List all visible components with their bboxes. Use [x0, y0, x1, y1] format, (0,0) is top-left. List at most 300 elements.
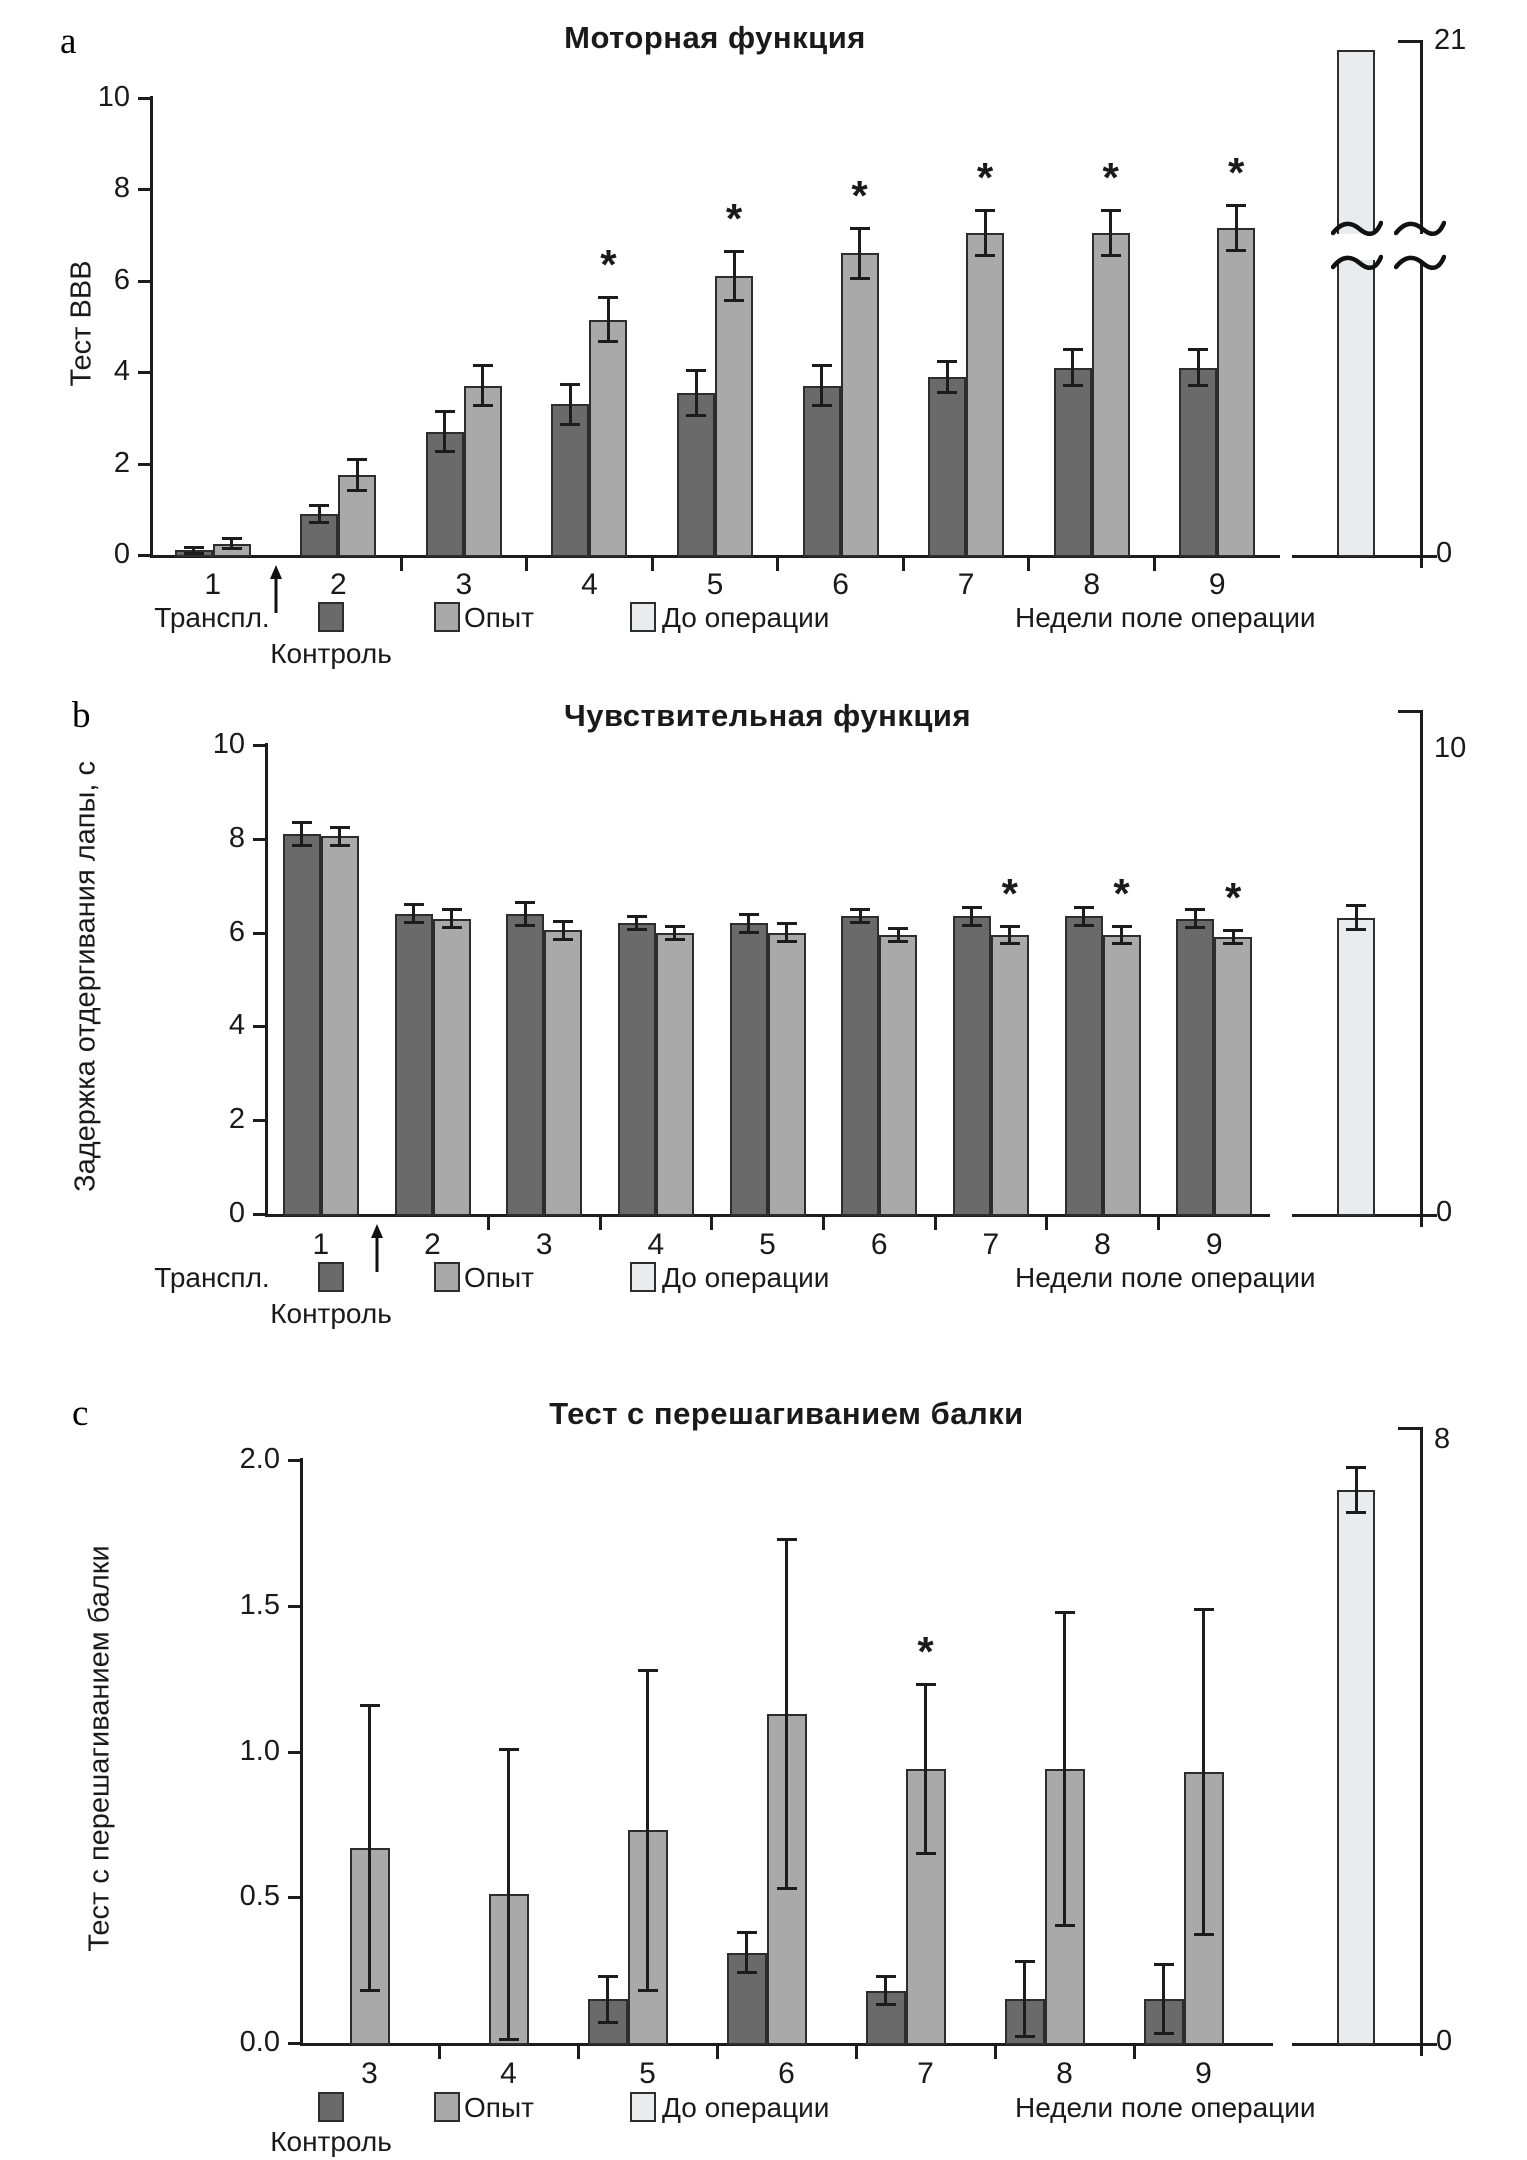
panel-a-x-boundary-tick [525, 558, 528, 571]
panel-b-y-tick [253, 1213, 265, 1216]
panel-a-error-control-week-3-line [443, 411, 446, 452]
panel-a-y-tick [138, 97, 150, 100]
panel-a-mini-axis-zero-label: 0 [1436, 537, 1453, 569]
panel-a-error-control-week-8-line [1071, 349, 1074, 386]
panel-b-x-boundary-tick [934, 1217, 937, 1230]
panel-b-error-experiment-week-1-cap-bottom [330, 844, 350, 847]
panel-a-legend-control-swatch [318, 602, 344, 632]
panel-a-x-label-week-7: 7 [957, 568, 975, 601]
panel-b-letter: b [72, 695, 91, 736]
panel-a-error-experiment-week-8-cap-bottom [1101, 254, 1121, 257]
panel-a-bar-break-wave-bottom [1331, 254, 1383, 272]
panel-a-significance-asterisk-week-8: * [1102, 153, 1119, 201]
panel-b-y-tick-label: 2 [228, 1103, 245, 1136]
panel-b-mini-axis-max-label: 10 [1434, 732, 1467, 764]
panel-a-bar-experiment-week-7 [966, 233, 1004, 557]
panel-b-error-experiment-week-6-cap-top [888, 927, 908, 930]
panel-a-y-tick [138, 554, 150, 557]
panel-a-error-control-week-7-cap-bottom [937, 391, 957, 394]
panel-a-bar-control-week-7 [928, 377, 966, 557]
panel-c-error-experiment-week-6-cap-bottom [777, 1887, 797, 1890]
panel-c-error-control-week-7-cap-bottom [876, 2003, 896, 2006]
panel-a-error-experiment-week-3-cap-bottom [473, 404, 493, 407]
panel-a-bar-control-week-9 [1179, 368, 1217, 557]
panel-b-title: Чувствительная функция [563, 698, 972, 733]
panel-a-error-control-week-9-cap-top [1188, 348, 1208, 351]
panel-b-y-axis-label: Задержка отдергивания лапы, с [69, 760, 102, 1192]
panel-a-error-control-week-1-cap-top [184, 546, 204, 549]
panel-c-error-control-week-7-line [884, 1976, 887, 2005]
panel-b-error-experiment-week-7-cap-bottom [1000, 942, 1020, 945]
panel-c-y-tick-label: 0.5 [239, 1880, 280, 1913]
panel-a-error-experiment-week-3-line [481, 365, 484, 406]
panel-b-x-label-week-9: 9 [1205, 1228, 1223, 1261]
panel-b-x-label-week-1: 1 [312, 1228, 330, 1261]
panel-c-error-experiment-week-7-cap-bottom [916, 1852, 936, 1855]
panel-a-y-tick [138, 188, 150, 191]
panel-a-error-experiment-week-5-cap-top [724, 250, 744, 253]
panel-a-error-control-week-7-line [946, 361, 949, 393]
panel-a-significance-asterisk-week-7: * [976, 153, 994, 201]
panel-b-y-axis [265, 743, 268, 1214]
panel-a-x-label-week-4: 4 [581, 568, 598, 601]
panel-c-x-label-week-6: 6 [778, 2057, 795, 2090]
panel-a-mini-y-axis [1420, 40, 1423, 568]
panel-a-significance-asterisk-week-6: * [851, 172, 868, 220]
panel-a-x-label-week-3: 3 [455, 568, 473, 601]
panel-b-x-label-week-7: 7 [982, 1228, 1000, 1261]
panel-a-error-experiment-week-9-line [1235, 205, 1238, 251]
panel-a-error-experiment-week-1-cap-top [222, 537, 242, 540]
panel-b-bar-control-week-6 [841, 916, 879, 1216]
panel-b-error-control-week-6-cap-top [850, 908, 870, 911]
panel-b-error-control-week-4-cap-top [627, 915, 647, 918]
panel-a-x-label-week-5: 5 [706, 568, 724, 601]
panel-a-error-experiment-week-6-line [858, 228, 861, 278]
panel-c-legend-experiment-swatch [434, 2092, 460, 2122]
panel-a-bar-preoperative [1337, 50, 1375, 557]
panel-b-error-experiment-week-1-cap-top [330, 826, 350, 829]
panel-a-error-experiment-week-2-cap-top [347, 458, 367, 461]
panel-c-error-preoperative-cap-top [1346, 1466, 1366, 1469]
panel-c-bar-preoperative [1337, 1490, 1375, 2045]
panel-b-y-tick-label: 4 [228, 1009, 245, 1042]
panel-b-bar-experiment-week-1 [321, 836, 359, 1216]
panel-c-error-control-week-8-line [1023, 1961, 1026, 2037]
panel-c-error-control-week-8-cap-top [1015, 1960, 1035, 1963]
panel-a-error-experiment-week-9-cap-top [1226, 204, 1246, 207]
panel-c-error-experiment-week-8-cap-bottom [1055, 1924, 1075, 1927]
panel-b-y-tick-label: 10 [212, 728, 245, 760]
panel-b-error-control-week-1-cap-top [292, 821, 312, 824]
panel-c-mini-top-tick [1398, 1427, 1420, 1430]
panel-a-transplant-label: Транспл. [154, 602, 270, 633]
panel-c-error-experiment-week-6-line [785, 1539, 788, 1889]
panel-b-bar-experiment-week-7 [991, 935, 1029, 1216]
panel-b-error-experiment-week-6-cap-bottom [888, 940, 908, 943]
panel-a-error-control-week-7-cap-top [937, 360, 957, 363]
panel-b-error-experiment-week-3-cap-bottom [553, 938, 573, 941]
panel-a-x-boundary-tick [1027, 558, 1030, 571]
panel-b-bar-control-week-5 [730, 923, 768, 1216]
panel-b-legend-control-label: Контроль [270, 1298, 392, 1329]
panel-a-error-control-week-1-cap-bottom [184, 552, 204, 555]
panel-b-bar-experiment-week-3 [544, 930, 582, 1216]
panel-b-x-boundary-tick [487, 1217, 490, 1230]
panel-a-error-experiment-week-9-cap-bottom [1226, 249, 1246, 252]
panel-c-error-control-week-6-cap-bottom [737, 1971, 757, 1974]
panel-b-error-preoperative-cap-top [1346, 904, 1366, 907]
panel-a-y-tick [138, 371, 150, 374]
panel-a-x-label-week-1: 1 [204, 568, 222, 601]
panel-c-error-control-week-6-cap-top [737, 1931, 757, 1934]
panel-b-error-experiment-week-2-cap-top [442, 908, 462, 911]
panel-a-y-tick-label: 4 [113, 355, 130, 388]
panel-a-error-control-week-2-cap-bottom [309, 521, 329, 524]
panel-b-error-control-week-5-cap-top [739, 913, 759, 916]
panel-b-legend-control-swatch [318, 1262, 344, 1292]
panel-b-legend-experiment-swatch [434, 1262, 460, 1292]
panel-b-error-control-week-1-cap-bottom [292, 844, 312, 847]
panel-b-x-boundary-tick [1045, 1217, 1048, 1230]
panel-c-legend-preoperative-swatch [630, 2092, 656, 2122]
panel-a-error-experiment-week-6-cap-bottom [850, 277, 870, 280]
panel-b-x-boundary-tick [1157, 1217, 1160, 1230]
panel-a-error-control-week-8-cap-top [1063, 348, 1083, 351]
panel-c-x-label-week-4: 4 [500, 2057, 517, 2090]
panel-a-bar-experiment-week-6 [841, 253, 879, 557]
panel-c-error-control-week-9-cap-bottom [1154, 2032, 1174, 2035]
panel-a-error-experiment-week-7-line [984, 210, 987, 256]
panel-b-error-control-week-6-cap-bottom [850, 921, 870, 924]
panel-c-x-boundary-tick [438, 2046, 441, 2059]
panel-a-error-control-week-8-cap-bottom [1063, 384, 1083, 387]
panel-a-error-experiment-week-5-cap-bottom [724, 299, 744, 302]
panel-c-y-axis-label: Тест с перешагиванием балки [83, 1544, 116, 1952]
panel-c-error-experiment-week-3-cap-top [360, 1704, 380, 1707]
panel-b-x-label-week-3: 3 [535, 1228, 553, 1261]
panel-b-x-label-week-6: 6 [870, 1228, 888, 1261]
panel-b-error-preoperative-line [1355, 905, 1358, 930]
panel-b-error-control-week-7-cap-bottom [962, 924, 982, 927]
panel-c-error-experiment-week-3-line [368, 1705, 371, 1991]
panel-b-error-experiment-week-9-cap-bottom [1223, 942, 1243, 945]
panel-a-error-experiment-week-4-cap-top [598, 296, 618, 299]
panel-b-y-tick-label: 6 [228, 915, 245, 948]
panel-a-error-control-week-4-cap-top [560, 383, 580, 386]
panel-c-y-tick-label: 1.0 [239, 1734, 280, 1767]
panel-b-bar-experiment-week-9 [1214, 937, 1252, 1216]
panel-c-x-label-week-5: 5 [639, 2057, 656, 2090]
panel-a-error-control-week-4-line [569, 384, 572, 425]
panel-b-bar-control-week-2 [395, 914, 433, 1216]
panel-a-bar-experiment-week-4 [589, 320, 627, 557]
panel-b-error-experiment-week-8-cap-top [1112, 925, 1132, 928]
panel-a-x-boundary-tick [776, 558, 779, 571]
panel-b-error-experiment-week-8-cap-bottom [1112, 942, 1132, 945]
panel-a-bar-control-week-5 [677, 393, 715, 557]
panel-b-error-control-week-5-cap-bottom [739, 931, 759, 934]
panel-a-error-control-week-5-cap-top [686, 369, 706, 372]
panel-a-x-boundary-tick [902, 558, 905, 571]
panel-a-legend-preoperative-label: До операции [662, 602, 830, 633]
panel-c-error-experiment-week-4-cap-bottom [499, 2038, 519, 2041]
panel-a-bar-control-week-8 [1054, 368, 1092, 557]
panel-c-error-experiment-week-8-line [1063, 1612, 1066, 1927]
panel-c-y-tick-label: 1.5 [239, 1588, 280, 1621]
panel-b-error-control-week-2-cap-bottom [404, 921, 424, 924]
panel-a-x-boundary-tick [1153, 558, 1156, 571]
panel-b-x-label-week-8: 8 [1094, 1228, 1111, 1261]
panel-b-error-experiment-week-5-cap-top [777, 922, 797, 925]
panel-a-y-tick-label: 2 [113, 446, 130, 479]
panel-a-bar-experiment-week-5 [715, 276, 753, 557]
panel-b-error-control-week-8-cap-top [1074, 906, 1094, 909]
panel-a-x-axis-note: Недели поле операции [1015, 602, 1316, 633]
panel-b-significance-asterisk-week-8: * [1113, 869, 1130, 917]
panel-a-error-control-week-6-line [820, 365, 823, 406]
panel-c-legend-experiment-label: Опыт [464, 2092, 534, 2123]
panel-c-error-control-week-5-cap-top [598, 1975, 618, 1978]
panel-b-error-experiment-week-5-cap-bottom [777, 940, 797, 943]
panel-a-significance-asterisk-week-9: * [1228, 149, 1245, 197]
panel-a-legend-preoperative-swatch [630, 602, 656, 632]
panel-a-error-control-week-3-cap-bottom [435, 450, 455, 453]
panel-c-error-control-week-5-line [606, 1976, 609, 2023]
panel-c-y-tick [288, 1751, 300, 1754]
panel-c-error-experiment-week-8-cap-top [1055, 1611, 1075, 1614]
panel-b-legend-preoperative-swatch [630, 1262, 656, 1292]
panel-b-bar-control-week-3 [506, 914, 544, 1216]
panel-b-bar-control-week-9 [1176, 919, 1214, 1216]
panel-a-y-axis [150, 96, 153, 555]
panel-b-transplant-arrow-icon [368, 1224, 386, 1274]
panel-a-bar-break-wave-top [1331, 220, 1383, 238]
panel-c-error-experiment-week-7-line [924, 1684, 927, 1853]
panel-a-bar-control-week-4 [551, 404, 589, 557]
panel-a-x-label-week-9: 9 [1208, 568, 1226, 601]
panel-c-error-experiment-week-5-cap-bottom [638, 1989, 658, 1992]
panel-c-error-experiment-week-5-line [646, 1670, 649, 1991]
panel-b-bar-control-week-7 [953, 916, 991, 1216]
panel-b-x-axis-note: Недели поле операции [1015, 1262, 1316, 1293]
panel-a-legend-experiment-swatch [434, 602, 460, 632]
panel-a-bar-experiment-week-8 [1092, 233, 1130, 557]
panel-c-x-label-week-8: 8 [1056, 2057, 1073, 2090]
panel-b-y-tick [253, 932, 265, 935]
panel-a-letter: a [60, 21, 77, 62]
panel-b-error-control-week-4-cap-bottom [627, 928, 647, 931]
panel-a-error-control-week-5-line [695, 370, 698, 416]
panel-b-error-experiment-week-4-cap-top [665, 925, 685, 928]
panel-c-title: Тест с перешагиванием балки [549, 1396, 1024, 1431]
panel-b-error-control-week-7-cap-top [962, 906, 982, 909]
panel-c-y-tick [288, 1896, 300, 1899]
panel-a-error-experiment-week-7-cap-top [975, 209, 995, 212]
panel-a-error-control-week-6-cap-bottom [812, 404, 832, 407]
panel-c-error-experiment-week-9-line [1202, 1609, 1205, 1935]
panel-c-y-tick [288, 1459, 300, 1462]
panel-a-legend-experiment-label: Опыт [464, 602, 534, 633]
panel-a-error-control-week-5-cap-bottom [686, 414, 706, 417]
panel-c-x-axis-note: Недели поле операции [1015, 2092, 1316, 2123]
panel-b-mini-top-tick [1398, 710, 1420, 713]
panel-b-error-experiment-week-3-cap-top [553, 920, 573, 923]
panel-b-legend-experiment-label: Опыт [464, 1262, 534, 1293]
panel-a-y-tick [138, 280, 150, 283]
panel-c-error-experiment-week-5-cap-top [638, 1669, 658, 1672]
panel-a-error-experiment-week-6-cap-top [850, 227, 870, 230]
panel-b-bar-control-week-8 [1065, 916, 1103, 1216]
panel-b-x-label-week-5: 5 [759, 1228, 776, 1261]
panel-a-error-experiment-week-2-line [356, 459, 359, 491]
panel-a-error-experiment-week-8-cap-top [1101, 209, 1121, 212]
panel-c-error-experiment-week-6-cap-top [777, 1538, 797, 1541]
panel-c-x-label-week-3: 3 [361, 2057, 378, 2090]
panel-b-y-tick [253, 1025, 265, 1028]
panel-a-y-tick [138, 463, 150, 466]
panel-a-significance-asterisk-week-4: * [600, 240, 617, 288]
panel-c-x-boundary-tick [1133, 2046, 1136, 2059]
panel-c-mini-y-axis [1420, 1427, 1423, 2056]
panel-c-x-boundary-tick [577, 2046, 580, 2059]
panel-c-mini-axis-max-label: 8 [1434, 1423, 1451, 1455]
panel-a-bar-experiment-week-3 [464, 386, 502, 557]
panel-a-y-tick-label: 6 [113, 263, 130, 296]
panel-b-bar-experiment-week-8 [1103, 935, 1141, 1216]
panel-b-error-control-week-3-cap-top [515, 901, 535, 904]
panel-b-y-tick-label: 8 [228, 821, 245, 854]
panel-c-error-experiment-week-4-cap-top [499, 1748, 519, 1751]
panel-a-error-experiment-week-5-line [733, 251, 736, 301]
panel-c-y-tick-label: 0.0 [239, 2026, 280, 2058]
panel-b-significance-asterisk-week-7: * [1001, 869, 1018, 917]
panel-b-bar-control-week-4 [618, 923, 656, 1216]
panel-b-error-experiment-week-7-cap-top [1000, 925, 1020, 928]
panel-a-mini-top-tick [1398, 40, 1420, 43]
panel-b-error-control-week-8-cap-bottom [1074, 924, 1094, 927]
panel-b-x-label-week-4: 4 [647, 1228, 665, 1261]
panel-c-error-control-week-6-line [745, 1932, 748, 1973]
panel-a-x-boundary-tick [400, 558, 403, 571]
panel-c-error-experiment-week-7-cap-top [916, 1683, 936, 1686]
panel-b-bar-experiment-week-6 [879, 935, 917, 1216]
panel-a-error-experiment-week-4-cap-bottom [598, 340, 618, 343]
panel-b-mini-y-axis [1420, 710, 1423, 1227]
panel-c-y-tick [288, 1605, 300, 1608]
panel-a-x-label-week-6: 6 [832, 568, 849, 601]
panel-c-mini-axis-zero-label: 0 [1436, 2025, 1453, 2057]
panel-b-bar-preoperative [1337, 918, 1375, 1216]
panel-b-x-boundary-tick [599, 1217, 602, 1230]
panel-b-bar-control-week-1 [283, 834, 321, 1216]
panel-a-y-axis-label: Тест BBB [65, 259, 98, 387]
panel-a-y-tick-label: 8 [113, 172, 130, 205]
panel-b-significance-asterisk-week-9: * [1224, 874, 1242, 922]
panel-c-legend-control-swatch [318, 2092, 344, 2122]
panel-a-error-experiment-week-8-line [1109, 210, 1112, 256]
panel-a-x-label-week-8: 8 [1083, 568, 1100, 601]
panel-c-y-tick [288, 2042, 300, 2045]
panel-c-y-tick-label: 2.0 [239, 1443, 280, 1475]
panel-a-significance-asterisk-week-5: * [725, 195, 743, 243]
panel-a-error-control-week-2-cap-top [309, 504, 329, 507]
panel-a-mini-axis-max-label: 21 [1434, 24, 1467, 56]
panel-c-error-preoperative-cap-bottom [1346, 1511, 1366, 1514]
panel-b-error-control-week-9-cap-top [1185, 908, 1205, 911]
panel-a-error-control-week-9-line [1197, 349, 1200, 386]
panel-c-y-axis [300, 1458, 303, 2043]
panel-b-error-control-week-2-cap-top [404, 903, 424, 906]
panel-a-error-experiment-week-7-cap-bottom [975, 254, 995, 257]
panel-b-bar-experiment-week-2 [433, 919, 471, 1216]
panel-c-x-boundary-tick [716, 2046, 719, 2059]
panel-a-error-experiment-week-3-cap-top [473, 364, 493, 367]
panel-b-error-experiment-week-2-cap-bottom [442, 926, 462, 929]
panel-b-x-boundary-tick [710, 1217, 713, 1230]
panel-c-x-boundary-tick [994, 2046, 997, 2059]
panel-a-bar-control-week-6 [803, 386, 841, 557]
panel-c-legend-preoperative-label: До операции [662, 2092, 830, 2123]
panel-a-error-control-week-9-cap-bottom [1188, 384, 1208, 387]
panel-c-x-label-week-7: 7 [917, 2057, 934, 2090]
panel-a-axis-break-wave-bottom [1394, 254, 1446, 272]
panel-b-error-experiment-week-4-cap-bottom [665, 938, 685, 941]
panel-a-x-boundary-tick [651, 558, 654, 571]
panel-c-error-experiment-week-9-cap-bottom [1194, 1933, 1214, 1936]
panel-a-error-experiment-week-2-cap-bottom [347, 489, 367, 492]
panel-c-error-control-week-5-cap-bottom [598, 2021, 618, 2024]
panel-c-error-control-week-9-cap-top [1154, 1963, 1174, 1966]
panel-c-error-experiment-week-9-cap-top [1194, 1608, 1214, 1611]
panel-b-error-control-week-9-cap-bottom [1185, 926, 1205, 929]
panel-a-error-control-week-6-cap-top [812, 364, 832, 367]
panel-b-y-tick [253, 1119, 265, 1122]
panel-b-error-experiment-week-9-cap-top [1223, 929, 1243, 932]
panel-c-error-control-week-8-cap-bottom [1015, 2035, 1035, 2038]
panel-b-error-control-week-3-line [524, 902, 527, 925]
panel-c-error-experiment-week-3-cap-bottom [360, 1989, 380, 1992]
panel-c-error-experiment-week-4-line [507, 1749, 510, 2041]
panel-b-y-tick [253, 838, 265, 841]
panel-b-legend-preoperative-label: До операции [662, 1262, 830, 1293]
panel-a-y-tick-label: 0 [113, 538, 130, 570]
panel-b-y-tick-label: 0 [228, 1197, 245, 1229]
panel-a-title: Моторная функция [564, 20, 866, 55]
panel-b-x-label-week-2: 2 [424, 1228, 441, 1261]
panel-b-y-tick [253, 744, 265, 747]
panel-a-axis-break-wave-top [1394, 220, 1446, 238]
panel-a-y-tick-label: 10 [97, 81, 130, 113]
panel-c-error-preoperative-line [1355, 1467, 1358, 1512]
panel-b-error-control-week-3-cap-bottom [515, 924, 535, 927]
panel-c-error-control-week-9-line [1162, 1964, 1165, 2034]
panel-a-x-label-week-2: 2 [329, 568, 347, 601]
panel-c-legend-control-label: Контроль [270, 2126, 392, 2157]
panel-a-legend-control-label: Контроль [270, 638, 392, 669]
panel-c-x-label-week-9: 9 [1195, 2057, 1212, 2090]
panel-b-x-boundary-tick [822, 1217, 825, 1230]
panel-a-error-experiment-week-4-line [607, 297, 610, 343]
panel-c-letter: c [72, 1393, 89, 1434]
panel-c-significance-asterisk-week-7: * [917, 1628, 934, 1676]
panel-a-error-control-week-3-cap-top [435, 410, 455, 413]
panel-b-bar-experiment-week-4 [656, 933, 694, 1216]
panel-a-error-control-week-4-cap-bottom [560, 423, 580, 426]
panel-a-bar-experiment-week-9 [1217, 228, 1255, 557]
panel-c-x-boundary-tick [855, 2046, 858, 2059]
panel-c-error-control-week-7-cap-top [876, 1975, 896, 1978]
